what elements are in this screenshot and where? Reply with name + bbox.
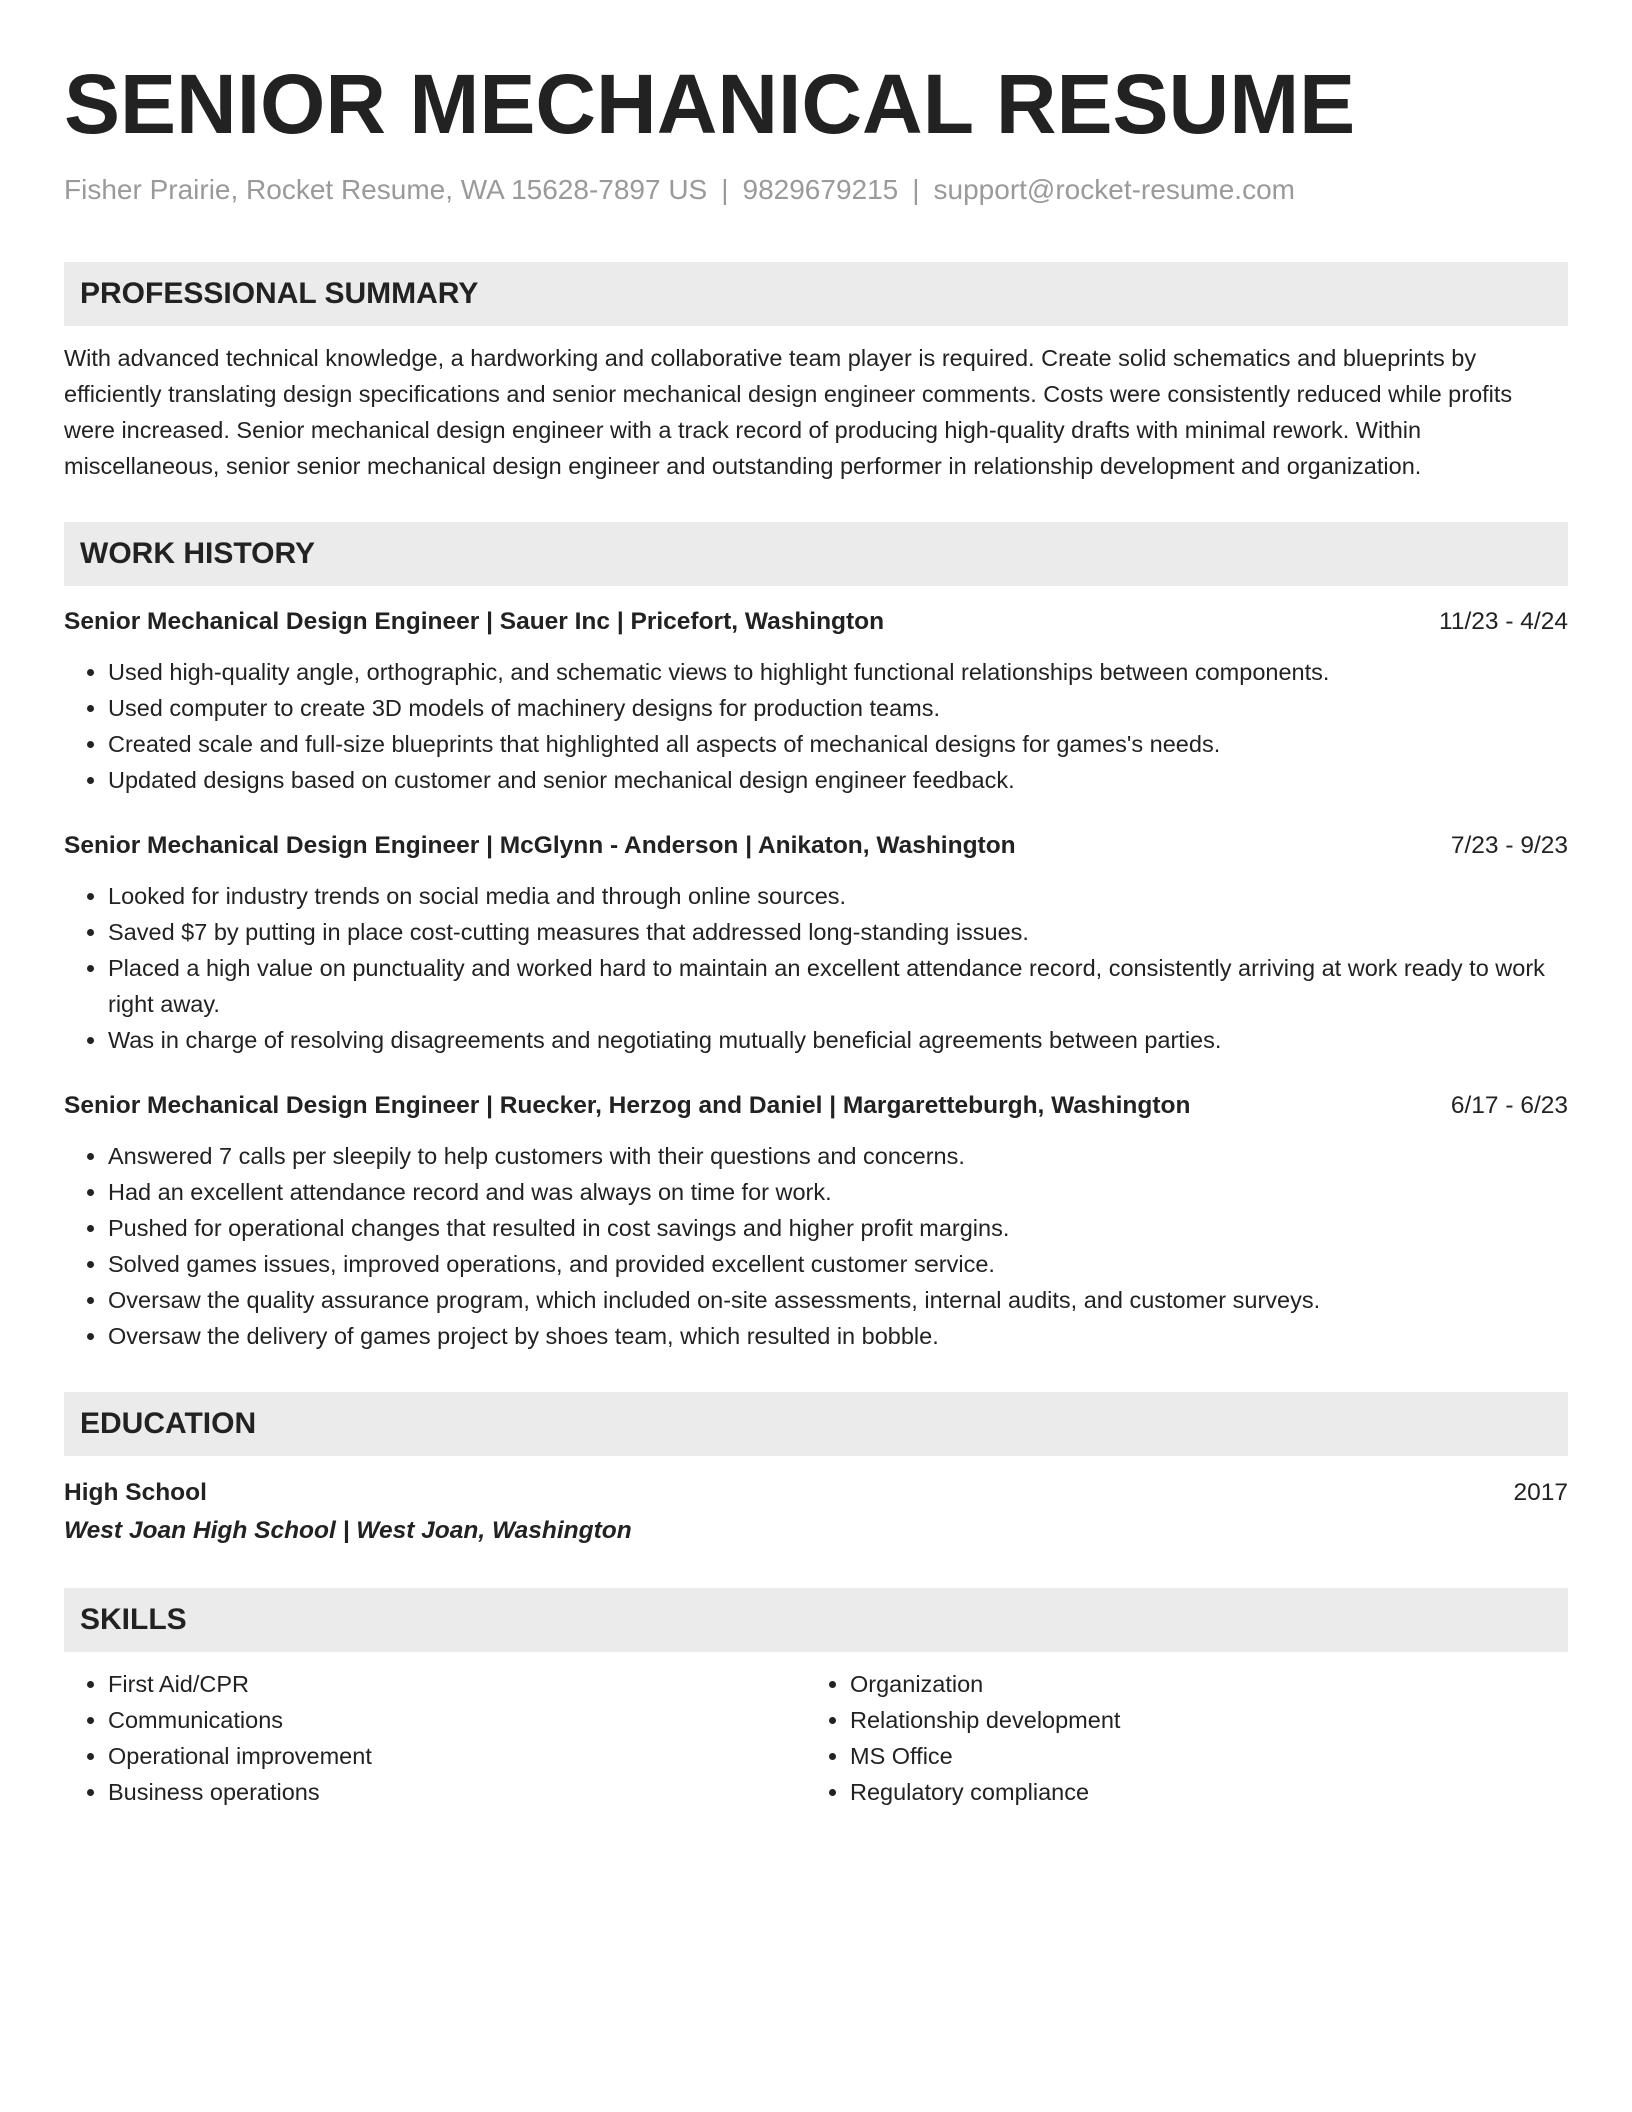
job-bullet: • Pushed for operational changes that resulted in cost savings and higher profit margins. [108, 1210, 1568, 1246]
job-header [64, 1088, 1568, 1124]
job-bullet: • Created scale and full-size blueprints that highlighted all aspects of mechanical designs for games's needs. [108, 726, 1568, 762]
skill-item: • First Aid/CPR [108, 1666, 806, 1702]
job-title: Senior Mechanical Design Engineer | McGlynn - Anderson | Anikaton, Washington [64, 832, 1016, 859]
job-bullet: • Placed a high value on punctuality and worked hard to maintain an excellent attendance record, consistently arriving at work ready to work right away. [108, 950, 1568, 1022]
contact-separator: | [912, 174, 920, 205]
skill-item: • MS Office [850, 1738, 1548, 1774]
skill-item: • Business operations [108, 1774, 806, 1810]
job-title: Senior Mechanical Design Engineer | Ruecker, Herzog and Daniel | Margaretteburgh, Washington [64, 1092, 1191, 1119]
job-bullets [64, 878, 1568, 1058]
job-bullet: • Oversaw the quality assurance program, which included on-site assessments, internal audits, and customer surveys. [108, 1282, 1568, 1318]
job-bullets [64, 1138, 1568, 1354]
contact-email: support@rocket-resume.com [933, 174, 1295, 205]
contact-separator: | [721, 174, 729, 205]
job-bullet: • Was in charge of resolving disagreements and negotiating mutually beneficial agreements between parties. [108, 1022, 1568, 1058]
job-bullet: • Used computer to create 3D models of machinery designs for production teams. [108, 690, 1568, 726]
contact-phone: 9829679215 [742, 174, 899, 205]
job-entry [64, 828, 1568, 1058]
job-dates: 7/23 - 9/23 [1450, 832, 1568, 859]
resume-name: SENIOR MECHANICAL RESUME [64, 57, 1356, 151]
skill-item: • Organization [850, 1666, 1548, 1702]
job-bullet: • Answered 7 calls per sleepily to help customers with their questions and concerns. [108, 1138, 1568, 1174]
job-bullets [64, 654, 1568, 798]
job-dates: 6/17 - 6/23 [1450, 1092, 1568, 1119]
job-bullet: • Used high-quality angle, orthographic, and schematic views to highlight functional relationships between components. [108, 654, 1568, 690]
job-bullet: • Saved $7 by putting in place cost-cutting measures that addressed long-standing issues. [108, 914, 1568, 950]
contact-line [64, 170, 1568, 210]
contact-address: Fisher Prairie, Rocket Resume, WA 15628-7897 US [64, 174, 708, 205]
job-bullet: • Had an excellent attendance record and was always on time for work. [108, 1174, 1568, 1210]
summary-heading: PROFESSIONAL SUMMARY [64, 262, 1568, 326]
skill-item: • Relationship development [850, 1702, 1548, 1738]
skills-heading: SKILLS [64, 1588, 1568, 1652]
job-bullet: • Oversaw the delivery of games project by shoes team, which resulted in bobble. [108, 1318, 1568, 1354]
education-header [64, 1474, 1568, 1512]
skills-list [64, 1666, 1568, 1810]
skill-item: • Communications [108, 1702, 806, 1738]
job-bullet: • Updated designs based on customer and senior mechanical design engineer feedback. [108, 762, 1568, 798]
job-bullet: • Looked for industry trends on social media and through online sources. [108, 878, 1568, 914]
job-entry [64, 1088, 1568, 1354]
skill-item: • Operational improvement [108, 1738, 806, 1774]
job-header [64, 604, 1568, 640]
education-year: 2017 [1513, 1479, 1568, 1506]
job-title: Senior Mechanical Design Engineer | Sauer Inc | Pricefort, Washington [64, 608, 885, 635]
education-degree: High School [64, 1479, 207, 1506]
work-history-heading: WORK HISTORY [64, 522, 1568, 586]
education-school: West Joan High School | West Joan, Washington [64, 1517, 632, 1544]
job-entry [64, 604, 1568, 798]
job-bullet: • Solved games issues, improved operations, and provided excellent customer service. [108, 1246, 1568, 1282]
job-dates: 11/23 - 4/24 [1439, 608, 1568, 635]
education-heading: EDUCATION [64, 1392, 1568, 1456]
job-header [64, 828, 1568, 864]
skills-column-left [64, 1666, 806, 1810]
skill-item: • Regulatory compliance [850, 1774, 1548, 1810]
summary-text: With advanced technical knowledge, a hardworking and collaborative team player is required. Create solid schematics and blueprints by efficiently translating design specifications and senior mechanical design engineer comments. Costs were consistently reduced while profits were increased. Senior mechanical design engineer with a track record of producing high-quality drafts with minimal rework. Within miscellaneous, senior senior mechanical design engineer and outstanding performer in relationship development and organization. [64, 345, 1513, 479]
skills-column-right [806, 1666, 1548, 1810]
